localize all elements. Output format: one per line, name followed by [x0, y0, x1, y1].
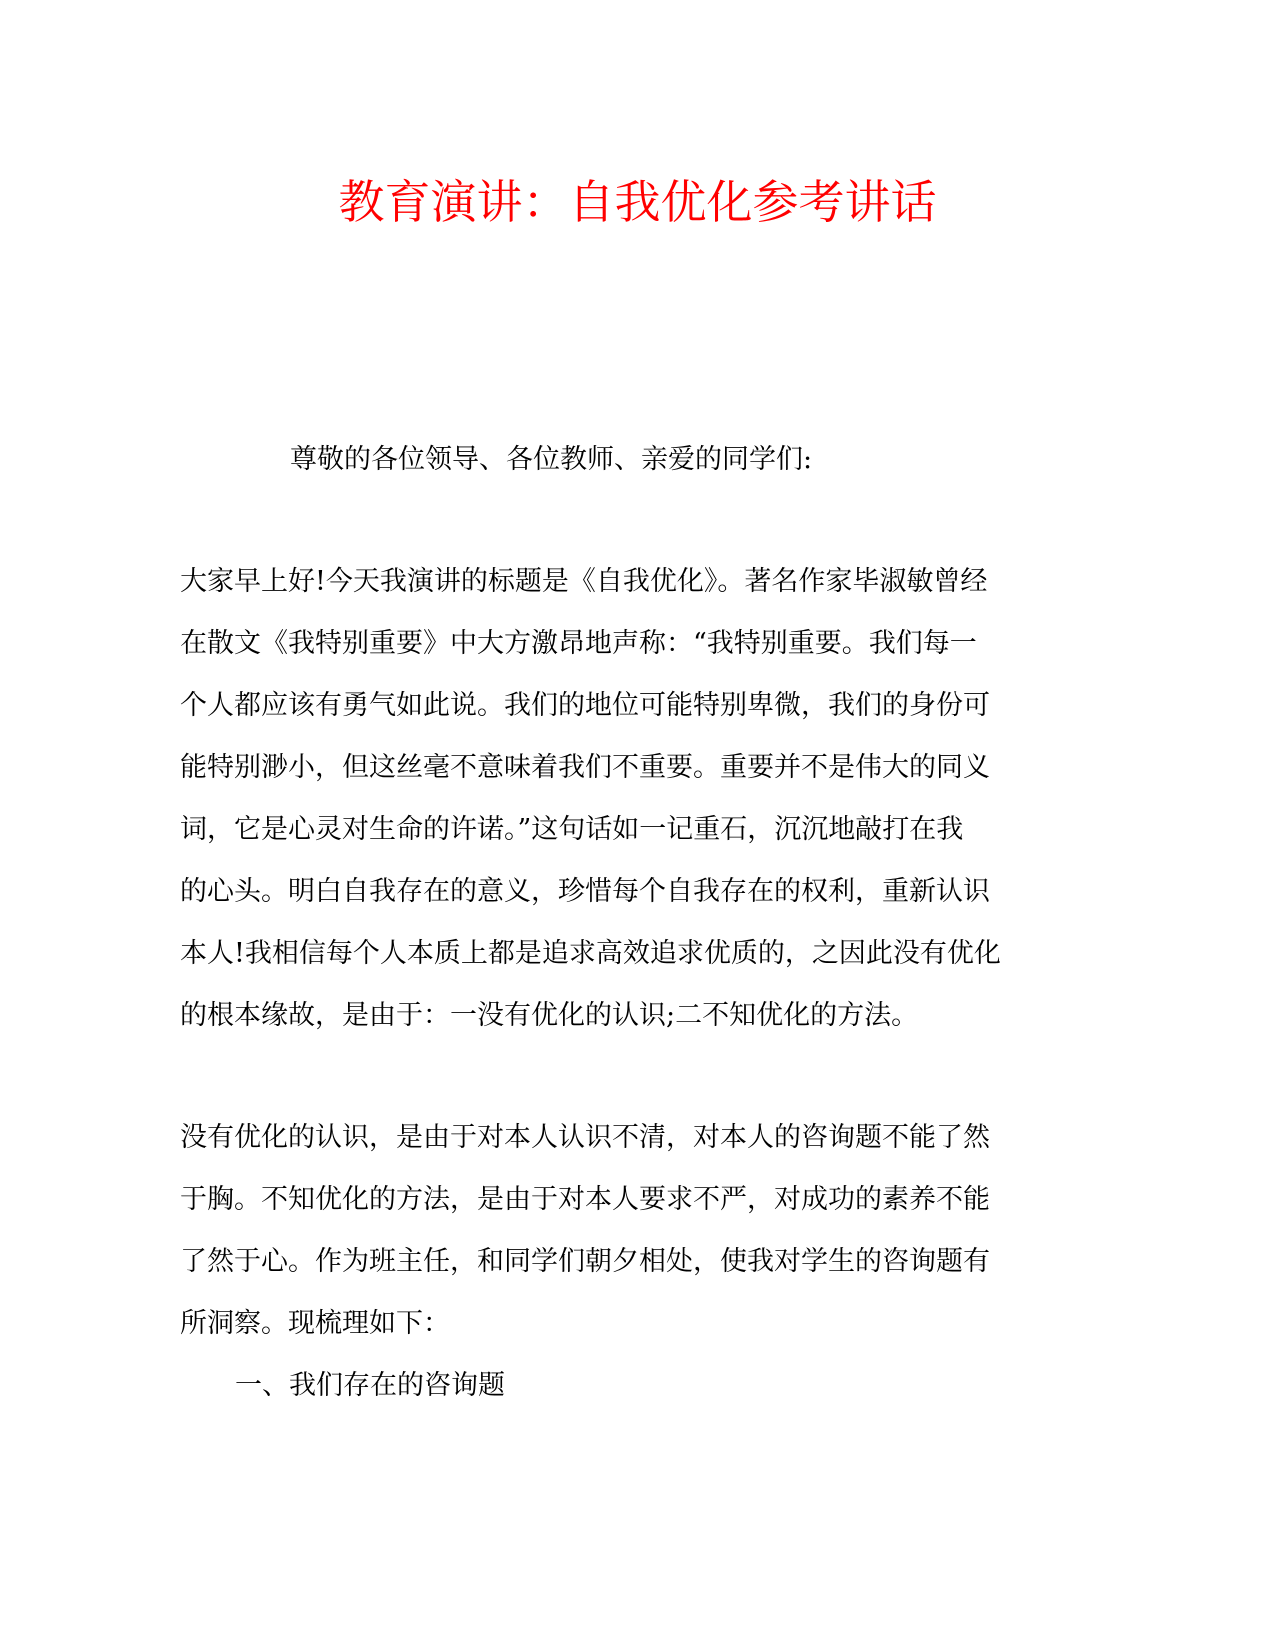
- paragraph1-line: 能特别渺小，但这丝毫不意味着我们不重要。重要并不是伟大的同义: [180, 752, 990, 783]
- paragraph2-line: 没有优化的认识，是由于对本人认识不清，对本人的咨询题不能了然: [180, 1122, 990, 1153]
- paragraph2-line: 于胸。不知优化的方法，是由于对本人要求不严，对成功的素养不能: [180, 1184, 990, 1215]
- paragraph1-line: 在散文《我特别重要》中大方激昂地声称：“我特别重要。我们每一: [180, 628, 977, 659]
- paragraph1-line: 个人都应该有勇气如此说。我们的地位可能特别卑微，我们的身份可: [180, 690, 990, 721]
- paragraph2-line: 了然于心。作为班主任，和同学们朝夕相处，使我对学生的咨询题有: [180, 1246, 990, 1277]
- salutation: 尊敬的各位领导、各位教师、亲爱的同学们:: [290, 444, 813, 475]
- section-heading: 一、我们存在的咨询题: [235, 1370, 505, 1401]
- paragraph1-line: 本人!我相信每个人本质上都是追求高效追求优质的，之因此没有优化: [180, 938, 1001, 969]
- paragraph1-line: 大家早上好!今天我演讲的标题是《自我优化》。著名作家毕淑敏曾经: [180, 566, 988, 597]
- paragraph2-line: 所洞察。现梳理如下：: [180, 1308, 450, 1339]
- paragraph1-line: 的心头。明白自我存在的意义，珍惜每个自我存在的权利，重新认识: [180, 876, 990, 907]
- paragraph1-line: 的根本缘故，是由于：一没有优化的认识;二不知优化的方法。: [180, 1000, 919, 1031]
- document-title: 教育演讲：自我优化参考讲话: [338, 175, 937, 229]
- paragraph1-line: 词，它是心灵对生命的许诺。”这句话如一记重石，沉沉地敲打在我: [180, 814, 964, 845]
